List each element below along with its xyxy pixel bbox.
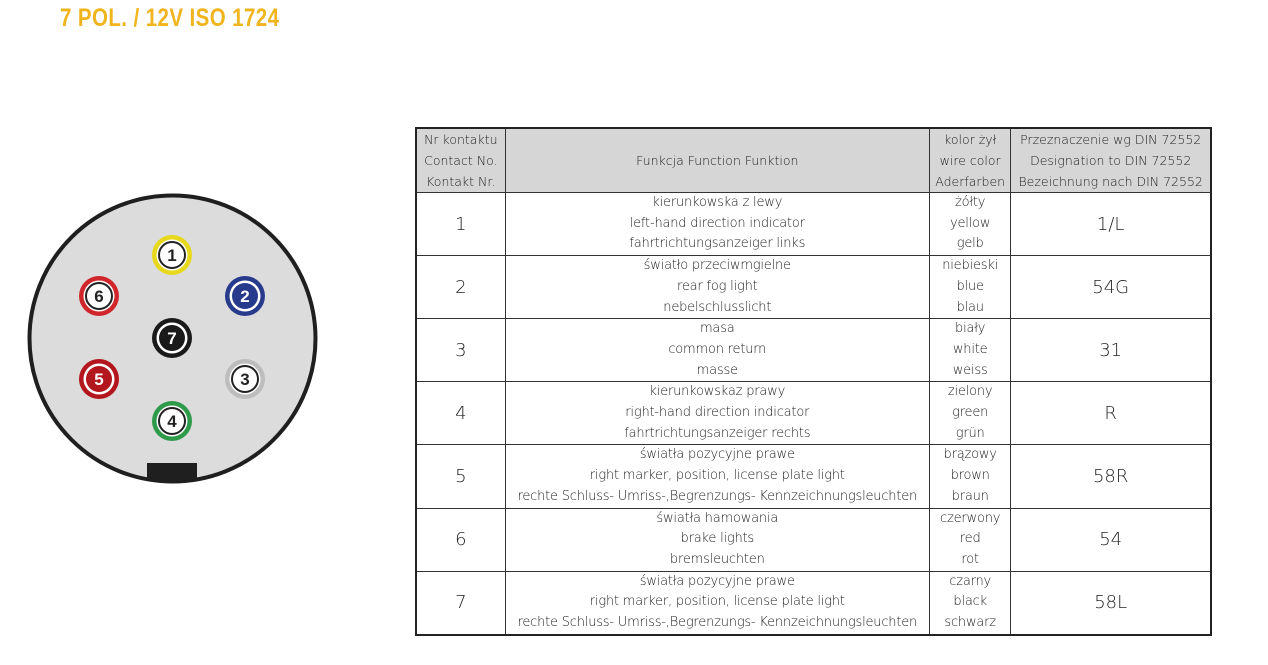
wire-color-cell: czarny black schwarz [929,571,1010,635]
designation-cell: 54G [1011,256,1211,319]
designation-cell: 31 [1011,319,1211,382]
table-row [416,571,1211,635]
table-row [416,508,1211,571]
table-row [416,382,1211,445]
connector-diagram [27,193,318,484]
pin-label: 6 [94,287,104,306]
pin-label: 1 [167,246,177,265]
pin-2 [225,276,265,316]
pin-5 [79,359,119,399]
table-row [416,319,1211,382]
function-cell: światła hamowania brake lights bremsleuchten [505,508,929,571]
pin-label: 3 [240,370,250,389]
pin-4 [152,401,192,441]
pin-label: 2 [240,287,250,306]
contact-number-cell: 3 [416,319,505,382]
header-designation: Przeznaczenie wg DIN 72552 Designation to DIN 72552 Bezeichnung nach DIN 72552 [1011,128,1211,193]
header-contact-number: Nr kontaktu Contact No. Kontakt Nr. [416,128,505,193]
function-cell: światła pozycyjne prawe right marker, position, license plate light rechte Schluss- Umriss-,Begrenzungs- Kennzeichnungsleuchten [505,445,929,508]
designation-cell: 58R [1011,445,1211,508]
wire-color-cell: brązowy brown braun [929,445,1010,508]
wire-color-cell: czerwony red rot [929,508,1010,571]
contact-number-cell: 7 [416,571,505,635]
pin-1 [152,235,192,275]
pin-3 [225,359,265,399]
contact-number-cell: 2 [416,256,505,319]
function-cell: kierunkowskaz prawy right-hand direction indicator fahrtrichtungsanzeiger rechts [505,382,929,445]
connector-key-notch [147,463,197,481]
contact-number-cell: 6 [416,508,505,571]
function-cell: światło przeciwmgielne rear fog light nebelschlusslicht [505,256,929,319]
table-header-row [416,128,1211,193]
pin-label: 5 [94,370,104,389]
pin-7 [152,318,192,358]
wire-color-cell: zielony green grün [929,382,1010,445]
pin-label: 4 [167,412,177,431]
header-wire-color: kolor żył wire color Aderfarben [929,128,1010,193]
header-function: Funkcja Function Funktion [505,128,929,193]
table-row [416,445,1211,508]
contact-number-cell: 5 [416,445,505,508]
function-cell: kierunkowska z lewy left-hand direction indicator fahrtrichtungsanzeiger links [505,193,929,256]
function-cell: masa common return masse [505,319,929,382]
table-row [416,193,1211,256]
designation-cell: 58L [1011,571,1211,635]
wire-color-cell: biały white weiss [929,319,1010,382]
contact-number-cell: 1 [416,193,505,256]
designation-cell: 1/L [1011,193,1211,256]
pin-assignment-table [415,127,1212,636]
designation-cell: 54 [1011,508,1211,571]
page-title: 7 POL. / 12V ISO 1724 [60,4,280,32]
pin-label: 7 [167,329,177,348]
wire-color-cell: niebieski blue blau [929,256,1010,319]
wire-color-cell: żółty yellow gelb [929,193,1010,256]
contact-number-cell: 4 [416,382,505,445]
pin-6 [79,276,119,316]
function-cell: światła pozycyjne prawe right marker, position, license plate light rechte Schluss- Umriss-,Begrenzungs- Kennzeichnungsleuchten [505,571,929,635]
designation-cell: R [1011,382,1211,445]
table-row [416,256,1211,319]
